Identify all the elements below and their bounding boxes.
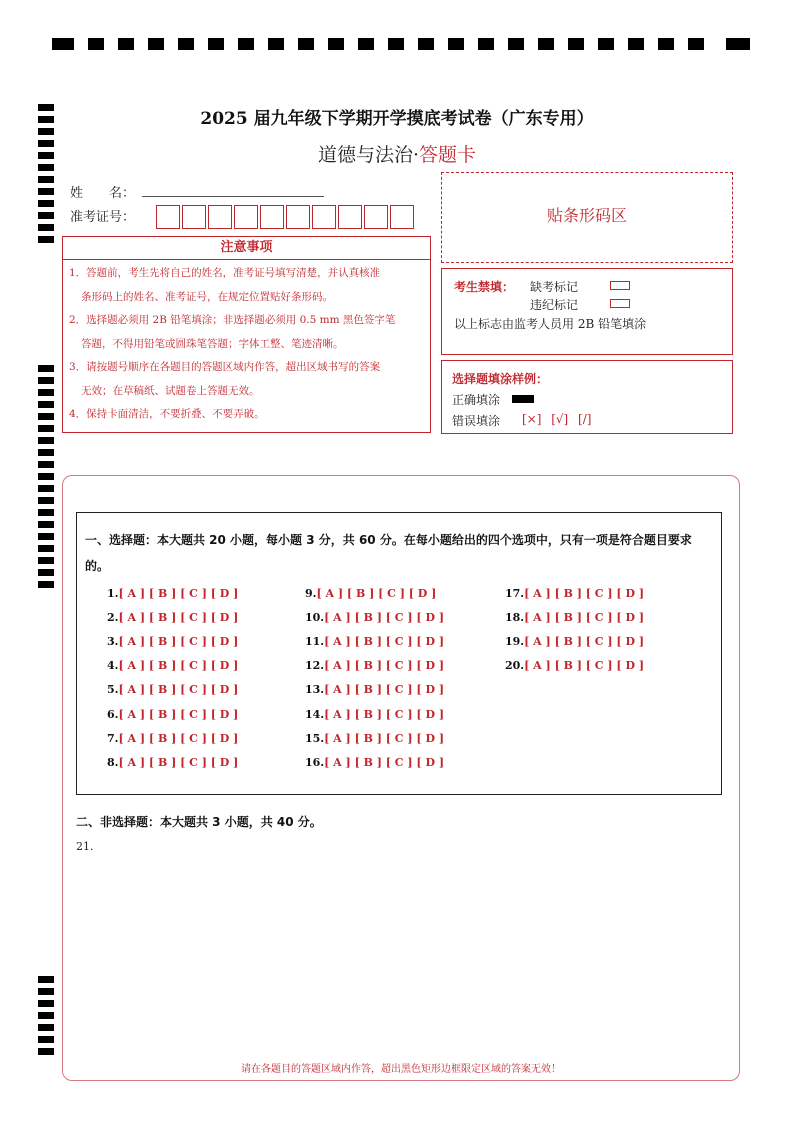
question-number: 20.: [505, 659, 525, 672]
proctor-heading: 考生禁填：: [454, 280, 515, 294]
notice-heading: 注意事项: [62, 236, 431, 260]
question-number: 14.: [305, 708, 325, 721]
question-21-label: 21.: [76, 840, 94, 853]
id-digit-box[interactable]: [208, 205, 232, 229]
answer-options[interactable]: [ A ] [ B ] [ C ] [ D ]: [324, 732, 445, 745]
question-number: 4.: [107, 659, 119, 672]
question-number: 18.: [505, 611, 525, 624]
question-row[interactable]: [505, 659, 644, 672]
top-timing-marks: [52, 38, 750, 52]
answer-options[interactable]: [ A ] [ B ] [ C ] [ D ]: [324, 611, 445, 624]
name-field[interactable]: [142, 196, 324, 197]
proctor-marks-panel: [441, 268, 733, 355]
correct-fill-label: 正确填涂: [452, 393, 501, 407]
question-number: 13.: [305, 683, 325, 696]
left-timing-marks-lower: [38, 976, 54, 1060]
question-row[interactable]: [305, 611, 444, 624]
question-number: 9.: [305, 587, 317, 600]
question-row[interactable]: [305, 635, 444, 648]
id-digit-box[interactable]: [156, 205, 180, 229]
subject-title: [0, 140, 794, 167]
multiple-choice-section: [76, 512, 722, 795]
question-number: 12.: [305, 659, 325, 672]
answer-options[interactable]: [ A ] [ B ] [ C ] [ D ]: [118, 659, 239, 672]
question-row[interactable]: [305, 732, 444, 745]
question-number: 7.: [107, 732, 119, 745]
answer-options[interactable]: [ A ] [ B ] [ C ] [ D ]: [118, 587, 239, 600]
question-row[interactable]: [305, 587, 436, 600]
answer-options[interactable]: [ A ] [ B ] [ C ] [ D ]: [316, 587, 437, 600]
barcode-label: 贴条形码区: [546, 206, 627, 225]
subject-name: 道德与法治·: [317, 144, 420, 166]
question-row[interactable]: [107, 635, 238, 648]
answer-options[interactable]: [ A ] [ B ] [ C ] [ D ]: [324, 756, 445, 769]
answer-options[interactable]: [ A ] [ B ] [ C ] [ D ]: [118, 683, 239, 696]
answer-options[interactable]: [ A ] [ B ] [ C ] [ D ]: [524, 587, 645, 600]
exam-title: 2025 届九年级下学期开学摸底考试卷（广东专用）: [200, 109, 594, 129]
violation-mark-box[interactable]: [610, 299, 630, 308]
question-number: 2.: [107, 611, 119, 624]
question-row[interactable]: [305, 756, 444, 769]
question-row[interactable]: [107, 732, 238, 745]
notice-line: 3．请按题号顺序在各题目的答题区域内作答，超出区域书写的答案: [69, 361, 381, 373]
answer-options[interactable]: [ A ] [ B ] [ C ] [ D ]: [118, 635, 239, 648]
question-row[interactable]: [107, 611, 238, 624]
question-row[interactable]: [305, 708, 444, 721]
notice-line: 答题，不得用铅笔或圆珠笔答题；字体工整、笔迹清晰。: [81, 337, 344, 350]
question-number: 5.: [107, 683, 119, 696]
question-row[interactable]: [505, 587, 644, 600]
question-row[interactable]: [107, 683, 238, 696]
section2-title: 二、非选择题：本大题共 3 小题，共 40 分。: [76, 815, 322, 829]
left-timing-marks-middle: [38, 365, 54, 593]
notice-list: [62, 260, 431, 433]
exam-id-boxes[interactable]: [156, 205, 416, 229]
question-number: 10.: [305, 611, 325, 624]
answer-options[interactable]: [ A ] [ B ] [ C ] [ D ]: [324, 659, 445, 672]
proctor-note: 以上标志由监考人员用 2B 铅笔填涂: [454, 317, 647, 331]
absent-label: 缺考标记: [530, 280, 579, 294]
id-digit-box[interactable]: [338, 205, 362, 229]
question-row[interactable]: [305, 659, 444, 672]
id-label: 准考证号：: [70, 210, 136, 225]
id-digit-box[interactable]: [234, 205, 258, 229]
answer-options[interactable]: [ A ] [ B ] [ C ] [ D ]: [118, 756, 239, 769]
notice-line: 无效；在草稿纸、试题卷上答题无效。: [81, 384, 260, 397]
question-number: 15.: [305, 732, 325, 745]
barcode-area: [441, 172, 733, 263]
question-number: 19.: [505, 635, 525, 648]
question-number: 16.: [305, 756, 325, 769]
id-digit-box[interactable]: [312, 205, 336, 229]
answer-options[interactable]: [ A ] [ B ] [ C ] [ D ]: [324, 708, 445, 721]
question-row[interactable]: [107, 659, 238, 672]
answer-options[interactable]: [ A ] [ B ] [ C ] [ D ]: [118, 732, 239, 745]
absent-mark-box[interactable]: [610, 281, 630, 290]
question-number: 6.: [107, 708, 119, 721]
notice-line: 条形码上的姓名、准考证号，在规定位置贴好条形码。: [81, 290, 333, 303]
section1-title: 一、选择题：本大题共 20 小题，每小题 3 分，共 60 分。在每小题给出的四个选项中，只有一项是符合题目要求的。: [85, 533, 692, 573]
answer-options[interactable]: [ A ] [ B ] [ C ] [ D ]: [324, 683, 445, 696]
question-row[interactable]: [505, 611, 644, 624]
id-digit-box[interactable]: [286, 205, 310, 229]
question-number: 8.: [107, 756, 119, 769]
id-digit-box[interactable]: [364, 205, 388, 229]
answer-sheet-label: 答题卡: [419, 144, 477, 166]
question-number: 17.: [505, 587, 525, 600]
question-number: 3.: [107, 635, 119, 648]
question-number: 11.: [305, 635, 325, 648]
fill-sample-heading: 选择题填涂样例：: [452, 372, 549, 386]
notice-line: 4．保持卡面清洁，不要折叠、不要弄破。: [69, 408, 265, 420]
question-row[interactable]: [107, 756, 238, 769]
answer-options[interactable]: [ A ] [ B ] [ C ] [ D ]: [118, 708, 239, 721]
question-row[interactable]: [305, 683, 444, 696]
question-row[interactable]: [107, 708, 238, 721]
answer-options[interactable]: [ A ] [ B ] [ C ] [ D ]: [324, 635, 445, 648]
answer-options[interactable]: [ A ] [ B ] [ C ] [ D ]: [524, 659, 645, 672]
question-row[interactable]: [107, 587, 238, 600]
answer-options[interactable]: [ A ] [ B ] [ C ] [ D ]: [524, 635, 645, 648]
notice-line: 2．选择题必须用 2B 铅笔填涂；非选择题必须用 0.5 mm 黑色签字笔: [69, 314, 396, 326]
answer-area-warning: 请在各题目的答题区域内作答，超出黑色矩形边框限定区域的答案无效！: [241, 1064, 561, 1075]
fill-sample-panel: [441, 360, 733, 434]
name-label: 姓 名：: [70, 186, 136, 201]
question-number: 1.: [107, 587, 119, 600]
violation-label: 违纪标记: [530, 298, 579, 312]
answer-options[interactable]: [ A ] [ B ] [ C ] [ D ]: [118, 611, 239, 624]
id-digit-box[interactable]: [182, 205, 206, 229]
notice-line: 1．答题前，考生先将自己的姓名，准考证号填写清楚，并认真核准: [69, 267, 381, 279]
correct-fill-example: [512, 395, 534, 403]
question-row[interactable]: [505, 635, 644, 648]
id-digit-box[interactable]: [260, 205, 284, 229]
wrong-fill-label: 错误填涂: [452, 414, 501, 428]
wrong-fill-examples: [×] [√] [/]: [522, 412, 592, 426]
id-digit-box[interactable]: [390, 205, 414, 229]
answer-options[interactable]: [ A ] [ B ] [ C ] [ D ]: [524, 611, 645, 624]
